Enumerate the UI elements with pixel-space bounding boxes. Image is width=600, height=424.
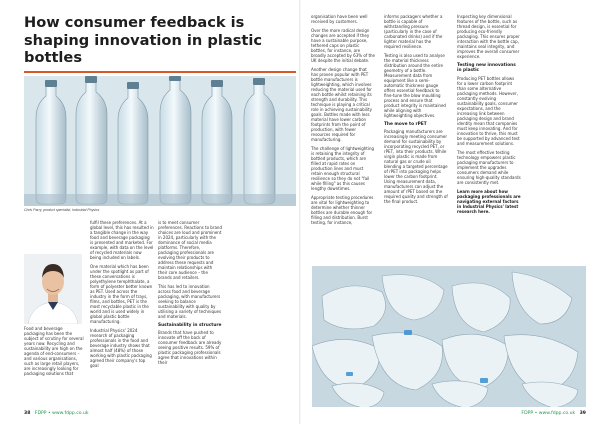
author-portrait — [24, 254, 82, 324]
paragraph: Inspecting key dimensional features of the bottle, such as thread design, is essential for producing eco-friendly packaging. This ensures proper interaction with the bottle cap, maintains seal integrity, and improves the overall consumer experience. — [457, 14, 520, 59]
paragraph: One material which has been under the spotlight as part of these conversations is polyethylene terephthalate, a form of polyester better known as PET. Used across the industry in the form of trays, films, and bottles, PET is the most recyclable plastic in the world and is used widely in global plastic bottle manufacturing. — [90, 264, 153, 324]
footer-url[interactable]: FDPP • www.fdpp.co.uk — [521, 411, 576, 416]
paragraph: The challenge of lightweighting is retaining the integrity of bottled products, which are filled at rapid rates on production lines and must retain enough structural resilience so they do not "fail while filling" as this causes lengthy downtimes. — [311, 146, 375, 191]
paragraph: Food and beverage packaging has been the subject of scrutiny for several years now. Recycling and sustainability are high on the agenda of end-consumers – and various organisations, such as large retail players, are increasingly looking for packaging solutions that — [24, 326, 84, 376]
left-column-1 — [24, 326, 84, 380]
paragraph: Another design change that has proven popular with PET bottle manufacturers is lightweighting, which involves reducing the material used for each bottle whilst retaining its strength and durability. This technique is playing a critical role in achieving sustainability goals. Bottles made with less material have lower carbon footprints from the point of production, with fewer resources required for manufacturing. — [311, 67, 372, 142]
right-column-3 — [457, 14, 521, 218]
left-page-footer — [24, 411, 89, 416]
footer-url[interactable]: FDPP • www.fdpp.co.uk — [34, 411, 89, 416]
paragraph: fulfil these preferences. At a global level, this has resulted in a tangible change in the way food and beverage packaging is presented and marketed. For example, with data on the level of recycled materials now being included on labels. — [90, 220, 154, 260]
page-number: 39 — [579, 411, 586, 416]
right-column-2 — [384, 14, 448, 208]
paragraph: Packaging manufacturers are increasingly meeting consumer demand for sustainability by incorporating recycled PET, or rPET, into their products. While virgin plastic is made from natural gas or crude oil blending a targeted percentage of rPET into packaging helps lower the carbon footprint. Using measurement data, manufacturers can adjust the amount of rPET based on the required quality and strength of the final product. — [384, 129, 448, 205]
paragraph: Over the more radical design changes are accepted if they have a sustainable purpose, tethered caps on plastic bottles, for instance, are broadly accepted by 63% of the UK despite the initial debate. — [311, 28, 376, 63]
call-to-action-link[interactable]: Learn more about how packaging professionals are navigating external factors in Industrial Physics' latest research here. — [457, 188, 521, 214]
section-heading: Sustainability in structure — [158, 323, 222, 328]
right-column-1 — [311, 14, 375, 229]
paragraph: The most effective testing technology empowers plastic packaging manufacturers to implement the upgrades consumers demand while ensuring high-quality standards are consistently met. — [457, 149, 521, 185]
page-gutter — [299, 0, 301, 424]
crushed-bottles-illustration — [312, 266, 586, 407]
article-headline: How consumer feedback is shaping innovation in plastic bottles — [24, 14, 263, 66]
photo-caption: Chris Parry, product specialist, Industrial Physics — [24, 208, 100, 212]
paragraph: Appropriate testing procedures are vital for lightweighting to determine whether thinner bottles are durable enough for filling and distribution. Burst testing, for instance, — [311, 195, 374, 225]
paragraph: Testing is also used to analyse the material thickness distribution around the entire geometry of a bottle. Measurement data from equipment like a semi-automatic thickness gauge offers essential feedback to fine-tune the blow moulding process and ensure that product integrity is maintained while aligning with lightweighting objectives. — [384, 53, 446, 118]
paragraph: is to meet consumer preferences. Reactions to brand choices are loud and prominent in 2024, particularly with the dominance of social media platforms. Therefore, packaging professionals are evolving their products to address these requests and maintain relationships with their core audience – the brands and retailers. — [158, 220, 222, 280]
left-column-3 — [158, 220, 222, 369]
paragraph: Producing PET bottles allows for a lower carbon footprint than some alternative packaging methods. However, constantly evolving sustainability goals, consumer expectations, and the increasing link between packaging design and brand identity mean that companies must keep innovating. And for innovation to thrive, this must be supported by advanced test and measurement solutions. — [457, 75, 520, 146]
paragraph: informs packagers whether a bottle is capable of withstanding pressure (particularly in the case of carbonated drinks) and if the lighter material has the required resilience. — [384, 14, 443, 49]
left-column-2 — [90, 220, 154, 372]
water-bottles-illustration — [24, 76, 296, 206]
recycled-bottles-photo — [312, 266, 586, 407]
right-page-footer — [521, 411, 586, 416]
paragraph: Brands that have pushed to innovate off the back of consumer feedback are already seeing positive results. 59% of plastic packaging professionals agree that innovations within their — [158, 330, 222, 366]
person-portrait-illustration — [24, 254, 82, 324]
paragraph: This has led to innovation across food and beverage packaging, with manufacturers seeking to balance sustainability with quality by utilising a variety of techniques and materials. — [158, 284, 222, 319]
section-heading: The move to rPET — [384, 122, 427, 127]
paragraph: Industrial Physics' 2024 research of packaging professionals in the food and beverage industry shows that almost half (48%) of those working with plastic packaging agreed their company's top goal — [90, 328, 152, 368]
headline-accent-rule — [24, 71, 296, 73]
page-number: 38 — [24, 411, 31, 416]
section-heading: Testing new innovations in plastic — [457, 63, 516, 74]
bottles-hero-photo — [24, 76, 296, 206]
paragraph: organisation have been well received by customers. — [311, 14, 368, 24]
